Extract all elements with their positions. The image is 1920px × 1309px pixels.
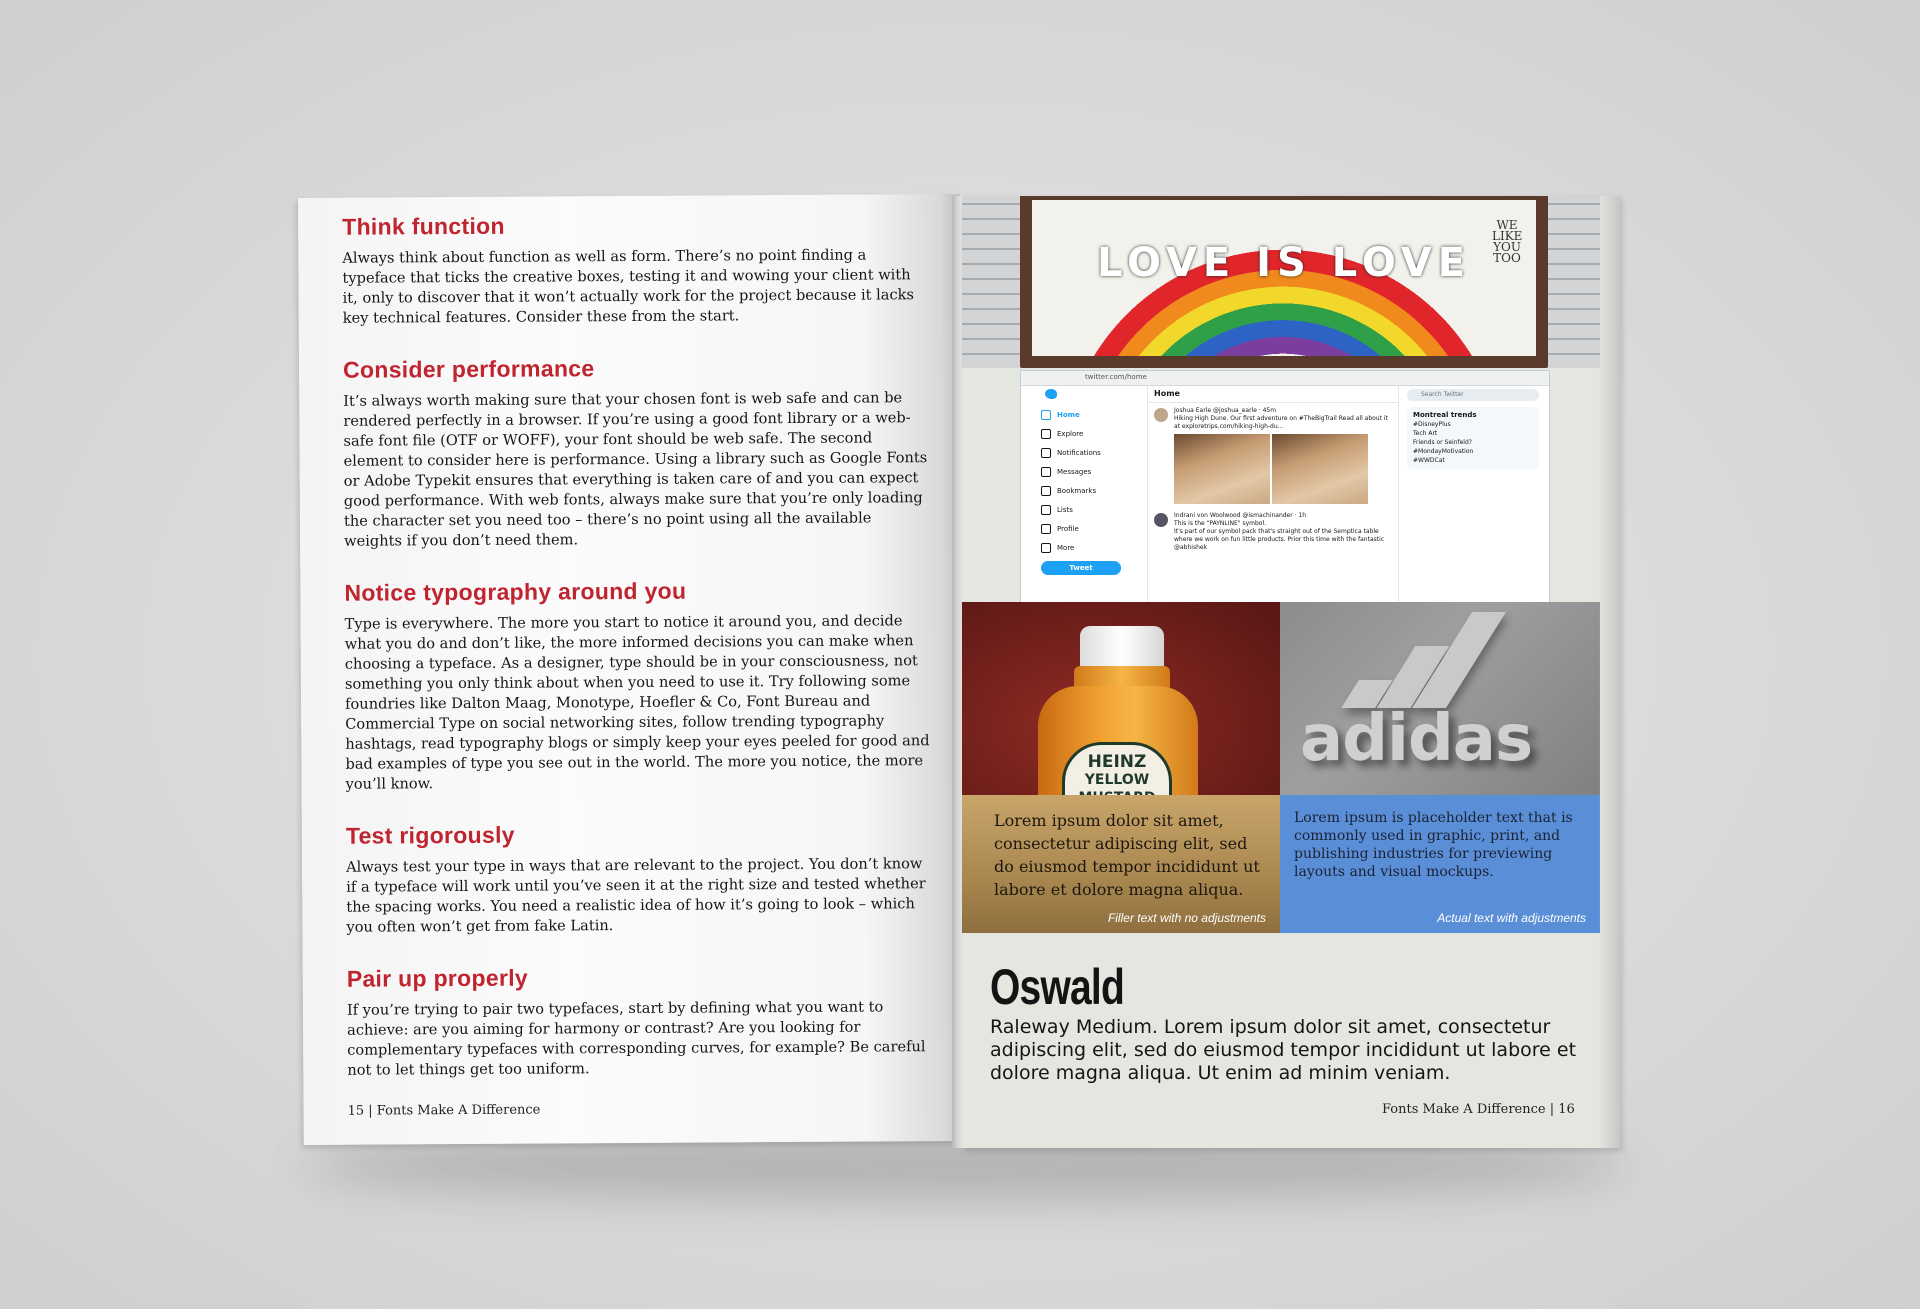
twitter-nav-bookmarks bbox=[1041, 481, 1127, 500]
nav-label: Messages bbox=[1057, 467, 1092, 476]
adidas-wordmark: adidas bbox=[1300, 702, 1533, 776]
filler-caption: Filler text with no adjustments bbox=[1107, 911, 1266, 925]
section-body: Always test your type in ways that are relevant to the project. You don’t know if a typeface will work until you’ve seen it at the right size and tested whether the spacing works. You need a realistic idea of how it’s going to look – which you often won’t get from fake Latin. bbox=[346, 855, 926, 936]
section-heading: Think function bbox=[342, 212, 505, 240]
tweet-text: Hiking High Dune. Our first adventure on #TheBigTrail Read all about it at exploretrips.com/hiking-high-du... bbox=[1174, 415, 1388, 430]
tweet-button: Tweet bbox=[1041, 561, 1121, 575]
raleway-sample: Raleway Medium. Lorem ipsum dolor sit amet, consectetur adipiscing elit, sed do eiusmod tempor incididunt ut labore et dolore magna aliqua. Ut enim ad minim veniam. bbox=[990, 1016, 1577, 1084]
twitter-bird-icon bbox=[1045, 389, 1057, 399]
desert-photo bbox=[1174, 434, 1270, 504]
tweet-text-more: It's part of our symbol pack that's straight out of the Semptica table where we work on fun little products. Prior this time with the fantastic @abhishek bbox=[1174, 528, 1385, 551]
tweet bbox=[1148, 508, 1398, 556]
list-icon bbox=[1041, 505, 1051, 515]
section-heading: Test rigorously bbox=[345, 821, 515, 849]
adjusted-text-sample bbox=[1280, 795, 1600, 933]
nav-label: Bookmarks bbox=[1057, 486, 1097, 495]
page-footer-right: Fonts Make A Difference | 16 bbox=[1382, 1102, 1575, 1117]
avatar bbox=[1154, 513, 1168, 527]
filler-text: Lorem ipsum dolor sit amet, consectetur adipiscing elit, sed do eiusmod tempor incididunt ut labore et dolore magna aliqua. bbox=[994, 811, 1260, 899]
trend-item: Tech Art bbox=[1413, 430, 1438, 437]
section-heading: Notice typography around you bbox=[344, 577, 687, 606]
trend-item: #WWDCat bbox=[1413, 457, 1445, 464]
twitter-nav-home bbox=[1041, 405, 1127, 424]
trends-title: Montreal trends bbox=[1413, 411, 1477, 419]
browser-url: twitter.com/home bbox=[1085, 373, 1147, 381]
twitter-nav-lists bbox=[1041, 500, 1127, 519]
banner-tag: WE LIKE YOU TOO bbox=[1492, 218, 1523, 265]
section-body: If you’re trying to pair two typefaces, start by defining what you want to achieve: are you aiming for harmony or contrast? Are you looking for complementary typefaces with corresponding curves, for example? Be careful not to let things get too uniform. bbox=[346, 998, 926, 1079]
tweet-author: Joshua Earle @joshua_earle · 45m bbox=[1174, 407, 1277, 414]
oswald-title: Oswald bbox=[990, 959, 1125, 1015]
heinz-product-text: YELLOW bbox=[1084, 772, 1150, 788]
envelope-icon bbox=[1041, 467, 1051, 477]
section-body: It’s always worth making sure that your chosen font is web safe and can be rendered perfectly in a browser. If you’re using a good font library or a web-safe font file (OTF or WOFF), your font should be web safe. The second element to consider here is performance. Using a library such as Google Fonts or Adobe Typekit ensures that everything is taken care of and you can expect good performance. With web fonts, always make sure that you’re only loading the character set you need too – there’s no point using all the available weights if you don’t need them. bbox=[343, 389, 928, 550]
twitter-timeline bbox=[1147, 385, 1399, 603]
trend-item: #DisneyPlus bbox=[1413, 421, 1451, 428]
profile-icon bbox=[1041, 524, 1051, 534]
tweet-author: Indrani von Woolwood @ismachinander · 1h bbox=[1174, 512, 1307, 519]
bookmark-icon bbox=[1041, 486, 1051, 496]
tweet-text: This is the "PAYNLINE" symbol. bbox=[1174, 520, 1267, 527]
adjusted-text: Lorem ipsum is placeholder text that is commonly used in graphic, print, and publishing industries for previewing layouts and visual mockups. bbox=[1294, 810, 1573, 880]
more-icon bbox=[1041, 543, 1051, 553]
adidas-logo-photo bbox=[1280, 602, 1600, 807]
bell-icon bbox=[1041, 448, 1051, 458]
twitter-right-column bbox=[1407, 389, 1539, 469]
browser-bar bbox=[1021, 371, 1549, 386]
trends-panel bbox=[1407, 407, 1539, 469]
tweet bbox=[1148, 403, 1398, 508]
nav-label: Explore bbox=[1057, 429, 1084, 438]
right-page bbox=[962, 196, 1620, 1148]
nav-label: Profile bbox=[1057, 524, 1079, 533]
timeline-title: Home bbox=[1148, 385, 1398, 403]
hash-icon bbox=[1041, 429, 1051, 439]
desert-photo bbox=[1272, 434, 1368, 504]
trend-item: #MondayMotivation bbox=[1413, 448, 1474, 455]
section-heading: Pair up properly bbox=[346, 964, 529, 992]
adjusted-caption: Actual text with adjustments bbox=[1437, 911, 1586, 925]
home-icon bbox=[1041, 410, 1051, 420]
twitter-nav-more bbox=[1041, 538, 1127, 557]
nav-label: More bbox=[1057, 543, 1075, 552]
twitter-nav-explore bbox=[1041, 424, 1127, 443]
trend-item: Friends or Seinfeld? bbox=[1413, 439, 1472, 446]
tweet-images bbox=[1174, 434, 1392, 504]
left-page bbox=[298, 194, 966, 1145]
nav-label: Notifications bbox=[1057, 448, 1101, 457]
twitter-search: Search Twitter bbox=[1407, 389, 1539, 401]
page-footer-left: 15 | Fonts Make A Difference bbox=[347, 1102, 541, 1119]
section-body: Type is everywhere. The more you start to notice it around you, and decide what you do and don’t like, the more informed decisions you can make when choosing a typeface. As a designer, type should be in your consciousness, not something you only think about when you need to use it. Try following some foundries like Dalton Maag, Monotype, Hoefler & Co, Font Bureau and Commercial Type on social networking sites, follow trending typography hashtags, read typography blogs or simply keep your eyes peeled for good and bad examples of type you see out in the world. The more you notice, the more you’ll know. bbox=[344, 612, 930, 793]
section-body: Always think about function as well as form. There’s no point finding a typeface that ticks the creative boxes, testing it and wowing your client with it, only to discover that it won’t actually work for the project because it lacks key technical features. Consider these from the start. bbox=[342, 246, 915, 327]
nav-label: Lists bbox=[1057, 505, 1073, 514]
twitter-nav-notifications bbox=[1041, 443, 1127, 462]
nav-label: Home bbox=[1057, 410, 1080, 419]
heinz-logo-text: HEINZ bbox=[1087, 752, 1147, 772]
twitter-nav-profile bbox=[1041, 519, 1127, 538]
twitter-sidebar bbox=[1041, 405, 1127, 575]
avatar bbox=[1154, 408, 1168, 422]
filler-text-sample bbox=[962, 795, 1280, 933]
banner-text: LOVE IS LOVE bbox=[1096, 240, 1472, 286]
banner-canvas bbox=[1032, 200, 1536, 356]
twitter-nav-messages bbox=[1041, 462, 1127, 481]
section-heading: Consider performance bbox=[342, 355, 595, 383]
left-page-content bbox=[342, 210, 933, 1109]
twitter-screenshot bbox=[1020, 370, 1550, 604]
heinz-mustard-photo bbox=[962, 602, 1280, 807]
love-is-love-banner bbox=[1020, 196, 1548, 368]
